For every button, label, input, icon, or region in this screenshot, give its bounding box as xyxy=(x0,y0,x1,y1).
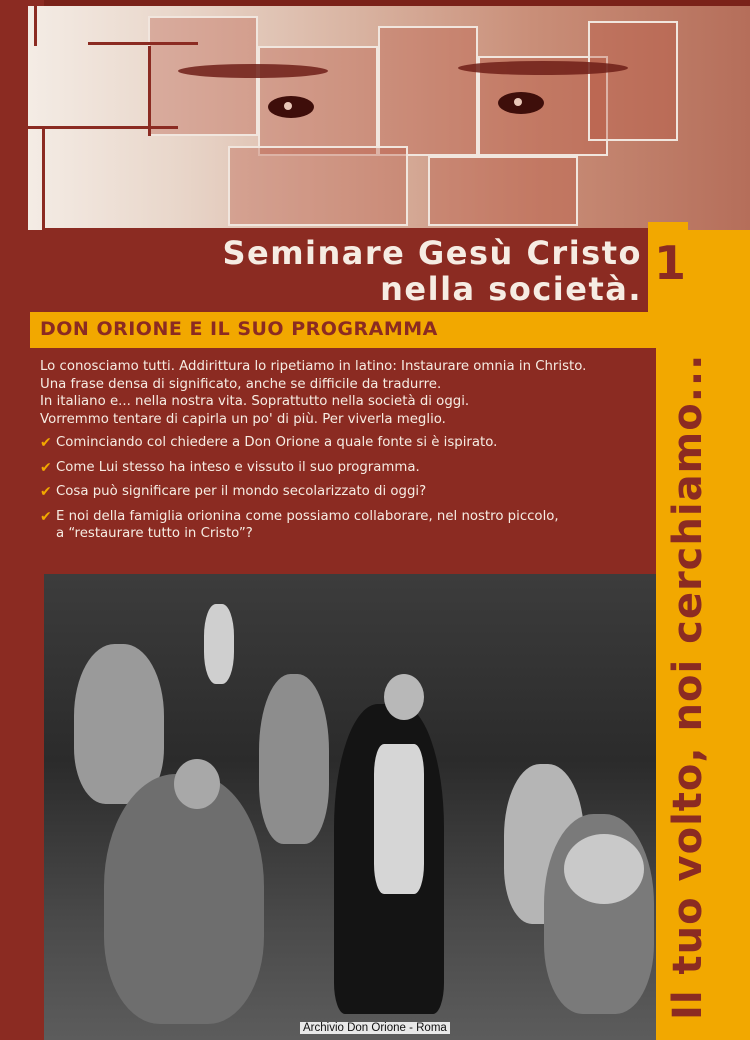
grid-line xyxy=(148,46,151,136)
question-item xyxy=(40,508,652,543)
chapter-number: 1 xyxy=(654,236,687,290)
question-list xyxy=(40,434,652,550)
left-eyebrow xyxy=(178,64,328,78)
priest-head xyxy=(384,674,424,720)
man-head xyxy=(174,759,220,809)
page-title-line-2: nella società. xyxy=(380,270,642,308)
question-item xyxy=(40,459,652,477)
right-eye xyxy=(498,92,544,114)
intro-paragraph xyxy=(40,358,650,428)
lily-flower xyxy=(204,604,234,684)
face-tile xyxy=(228,146,408,226)
stole xyxy=(374,744,424,894)
question-text: E noi della famiglia orionina come possiamo collaborare, nel nostro piccolo, a “restaurare tutto in Cristo”? xyxy=(56,508,559,541)
question-text: Cominciando col chiedere a Don Orione a quale fonte si è ispirato. xyxy=(56,435,498,450)
question-item xyxy=(40,434,652,452)
checkmark-icon: ✔ xyxy=(40,484,52,500)
photo-caption: Archivio Don Orione - Roma xyxy=(300,1022,450,1034)
historical-photo xyxy=(44,574,656,1040)
veiled-figure xyxy=(259,674,329,844)
face-tile xyxy=(428,156,578,226)
sidebar-vertical-title: Il tuo volto, noi cerchiamo... xyxy=(665,353,711,1020)
grid-line xyxy=(88,42,198,45)
left-eye xyxy=(268,96,314,118)
intro-line: Vorremmo tentare di capirla un po' di più. Per viverla meglio. xyxy=(40,411,446,427)
grid-line xyxy=(42,126,45,230)
checkmark-icon: ✔ xyxy=(40,459,52,476)
question-text: Cosa può significare per il mondo secolarizzato di oggi? xyxy=(56,484,427,499)
face-tile-grid xyxy=(28,6,750,230)
grid-line xyxy=(34,6,37,46)
title-band xyxy=(44,228,656,310)
face-tile xyxy=(378,26,478,156)
section-subtitle: DON ORIONE E IL SUO PROGRAMMA xyxy=(40,318,438,340)
checkmark-icon: ✔ xyxy=(40,435,52,451)
face-tile xyxy=(588,21,678,141)
intro-line: Una frase densa di significato, anche se difficile da tradurre. xyxy=(40,376,442,392)
page-title-line-1: Seminare Gesù Cristo xyxy=(222,234,642,272)
kneeling-man xyxy=(104,774,264,1024)
right-eyebrow xyxy=(458,61,628,75)
hat xyxy=(564,834,644,904)
header-face-photo xyxy=(28,6,750,230)
intro-line: In italiano e... nella nostra vita. Soprattutto nella società di oggi. xyxy=(40,394,470,409)
grid-line xyxy=(28,126,178,129)
checkmark-icon: ✔ xyxy=(40,508,52,525)
intro-line: Lo conosciamo tutti. Addirittura lo ripetiamo in latino: Instaurare omnia in Christo. xyxy=(40,359,587,374)
question-item xyxy=(40,483,652,501)
question-text: Come Lui stesso ha inteso e vissuto il suo programma. xyxy=(56,459,420,475)
